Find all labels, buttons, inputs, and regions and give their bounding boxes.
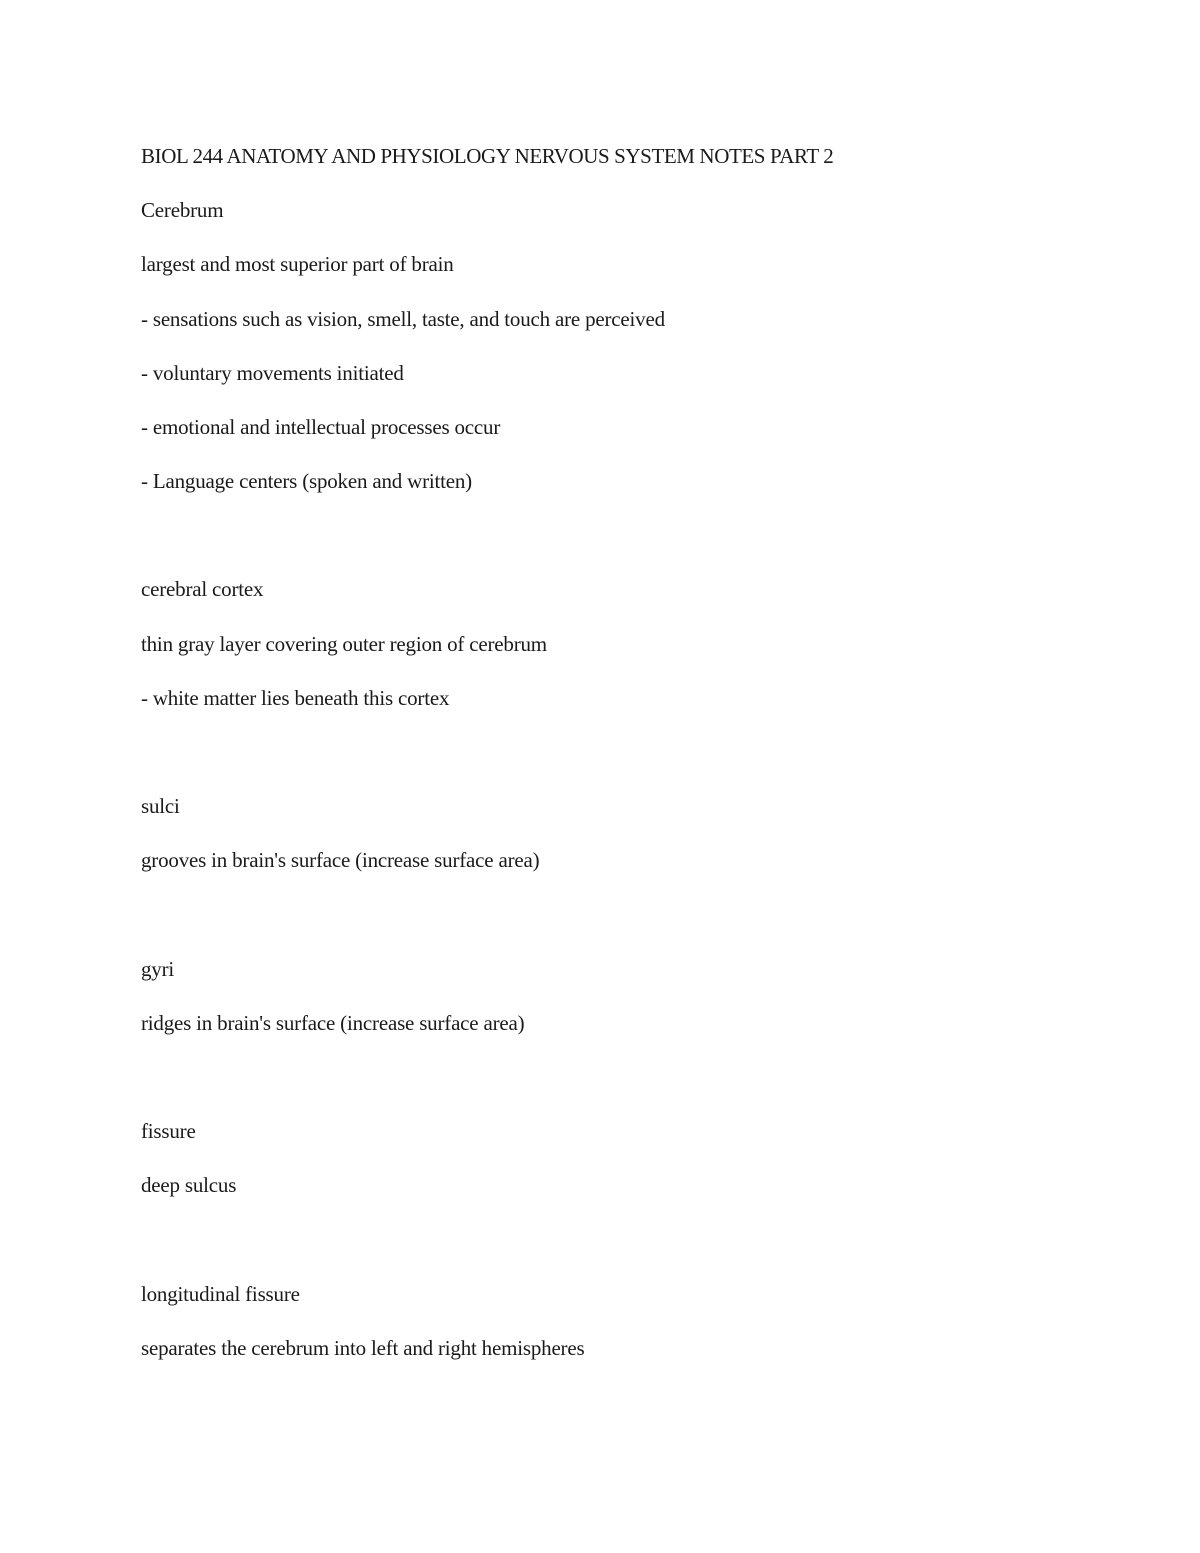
text-line: grooves in brain's surface (increase surface area) xyxy=(141,848,540,872)
bullet-line: - emotional and intellectual processes occur xyxy=(141,415,501,439)
text-line: deep sulcus xyxy=(141,1173,237,1197)
bullet-line: - sensations such as vision, smell, taste, and touch are perceived xyxy=(141,307,665,331)
bullet-line: - white matter lies beneath this cortex xyxy=(141,686,450,710)
text-line: ridges in brain's surface (increase surface area) xyxy=(141,1011,525,1035)
heading-longitudinal-fissure: longitudinal fissure xyxy=(141,1282,300,1306)
text-line: separates the cerebrum into left and right hemispheres xyxy=(141,1336,585,1360)
document-title: BIOL 244 ANATOMY AND PHYSIOLOGY NERVOUS SYSTEM NOTES PART 2 xyxy=(141,144,834,168)
heading-fissure: fissure xyxy=(141,1119,196,1143)
heading-sulci: sulci xyxy=(141,794,180,818)
bullet-line: - voluntary movements initiated xyxy=(141,361,404,385)
heading-cerebrum: Cerebrum xyxy=(141,198,224,222)
text-line: largest and most superior part of brain xyxy=(141,252,454,276)
text-line: thin gray layer covering outer region of cerebrum xyxy=(141,632,547,656)
heading-cerebral-cortex: cerebral cortex xyxy=(141,577,264,601)
bullet-line: - Language centers (spoken and written) xyxy=(141,469,472,493)
heading-gyri: gyri xyxy=(141,957,175,981)
